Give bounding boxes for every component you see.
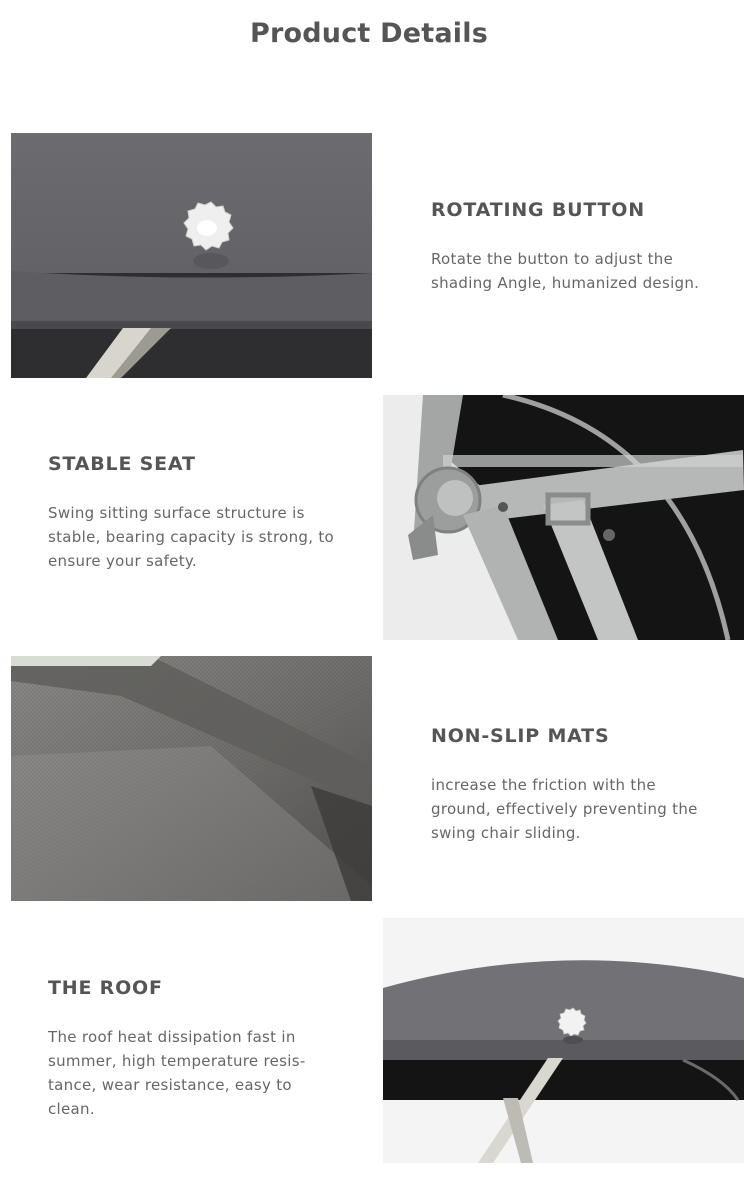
rotating-button-photo [11,133,372,378]
feature-desc-non-slip-mats: increase the friction with the ground, effectively preventing the swing chair sliding. [431,776,698,842]
feature-desc-stable-seat: Swing sitting surface structure is stable, bearing capacity is strong, to ensure your safety. [48,504,334,570]
feature-title-the-roof: THE ROOF [48,977,163,999]
page-title: Product Details [250,18,488,49]
feature-desc-the-roof: The roof heat dissipation fast in summer, high temperature resis- tance, wear resistance, easy to clean. [48,1028,306,1118]
feature-title-stable-seat: STABLE SEAT [48,453,196,475]
feature-title-rotating-button: ROTATING BUTTON [431,199,645,221]
feature-title-non-slip-mats: NON-SLIP MATS [431,725,610,747]
stable-seat-photo [383,395,744,640]
the-roof-photo [383,918,744,1163]
non-slip-mats-photo [11,656,372,901]
feature-desc-rotating-button: Rotate the button to adjust the shading Angle, humanized design. [431,250,700,292]
